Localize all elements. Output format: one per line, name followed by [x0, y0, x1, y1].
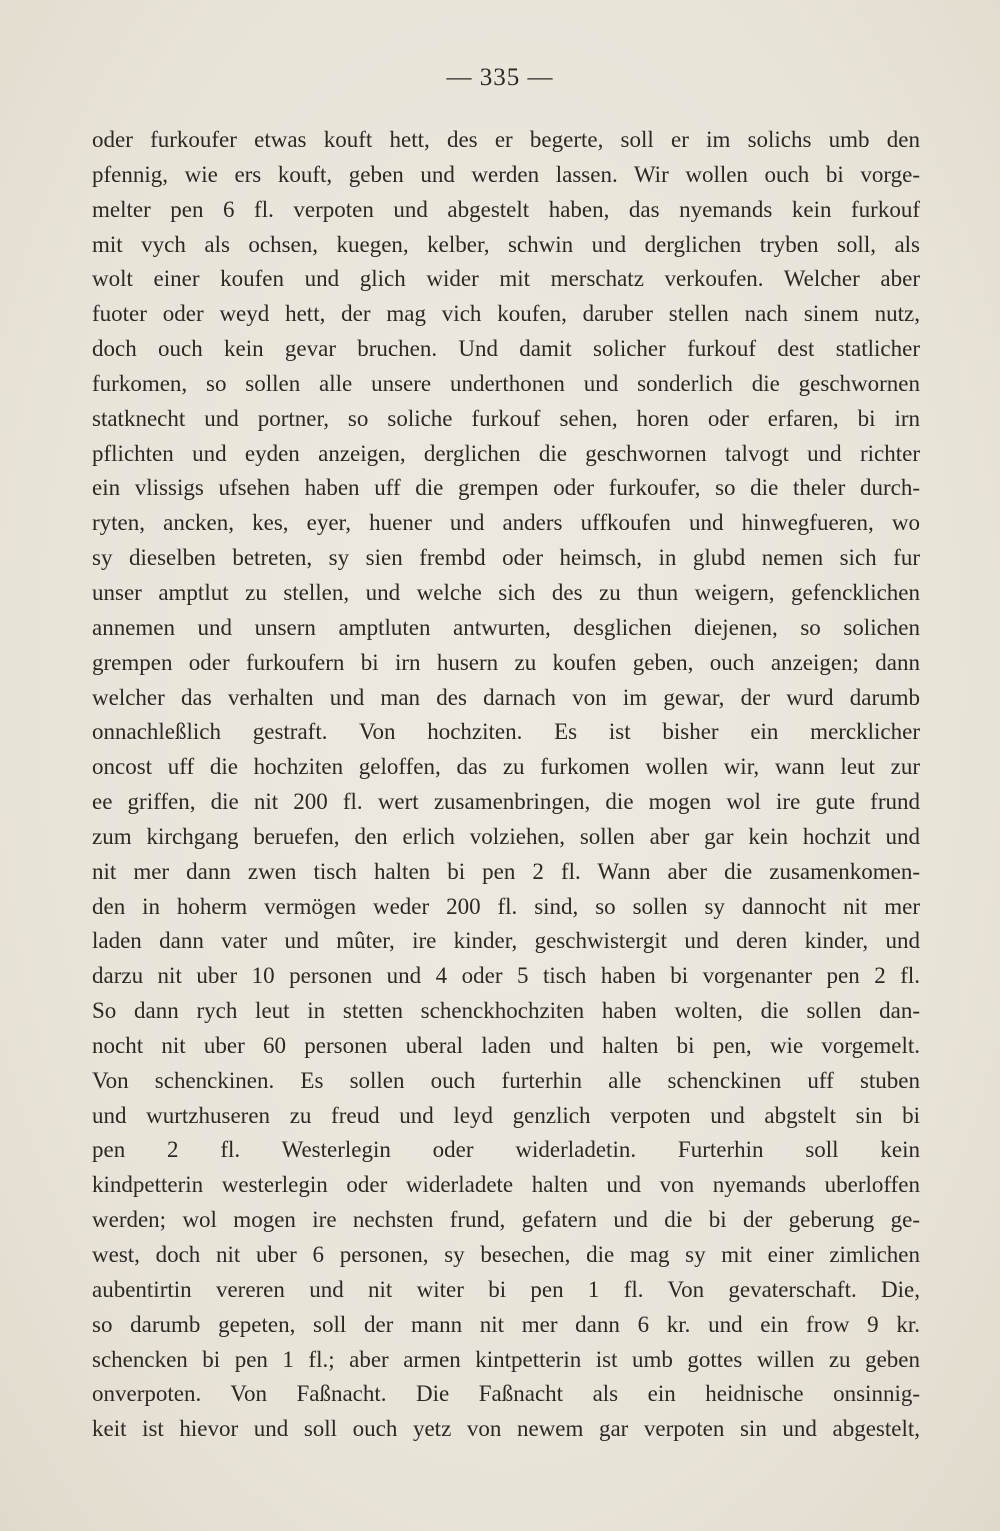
text-line: welcher das verhalten und man des darnach von im gewar, der wurd darumb	[92, 684, 920, 710]
text-line: sy dieselben betreten, sy sien frembd oder heimsch, in glubd nemen sich fur	[92, 545, 920, 571]
text-line: onverpoten. Von Faßnacht. Die Faßnacht als ein heidnische onsinnig-	[92, 1381, 920, 1407]
text-line: so darumb gepeten, soll der mann nit mer dann 6 kr. und ein frow 9 kr.	[92, 1311, 920, 1337]
text-line: und wurtzhuseren zu freud und leyd genzlich verpoten und abgstelt sin bi	[92, 1102, 920, 1128]
text-line: oder furkoufer etwas kouft hett, des er begerte, soll er im solichs umb den	[92, 127, 920, 152]
text-line: mit vych als ochsen, kuegen, kelber, schwin und derglichen tryben soll, als	[92, 231, 920, 257]
text-line: zum kirchgang beruefen, den erlich volziehen, sollen aber gar kein hochzit und	[92, 823, 920, 849]
text-line: melter pen 6 fl. verpoten und abgestelt haben, das nyemands kein furkouf	[92, 196, 920, 222]
text-line: ryten, ancken, kes, eyer, huener und anders uffkoufen und hinwegfueren, wo	[92, 510, 920, 536]
text-line: So dann rych leut in stetten schenckhochziten haben wolten, die sollen dan-	[92, 998, 920, 1024]
text-line: pflichten und eyden anzeigen, derglichen die geschwornen talvogt und richter	[92, 440, 920, 466]
text-line: doch ouch kein gevar bruchen. Und damit solicher furkouf dest statlicher	[92, 336, 920, 362]
text-line: annemen und unsern amptluten antwurten, desglichen diejenen, so solichen	[92, 614, 920, 640]
text-line: fuoter oder weyd hett, der mag vich koufen, daruber stellen nach sinem nutz,	[92, 301, 920, 327]
text-line: schencken bi pen 1 fl.; aber armen kintpetterin ist umb gottes willen zu geben	[92, 1346, 920, 1372]
text-line: aubentirtin vereren und nit witer bi pen 1 fl. Von gevaterschaft. Die,	[92, 1276, 920, 1302]
text-line: grempen oder furkoufern bi irn husern zu koufen geben, ouch anzeigen; dann	[92, 649, 920, 675]
body-text	[92, 123, 920, 1447]
text-line: nit mer dann zwen tisch halten bi pen 2 fl. Wann aber die zusamenkomen-	[92, 858, 920, 884]
text-line: furkomen, so sollen alle unsere underthonen und sonderlich die geschwornen	[92, 370, 920, 396]
text-line: unser amptlut zu stellen, und welche sich des zu thun weigern, gefencklichen	[92, 579, 920, 605]
text-line: kindpetterin westerlegin oder widerladete halten und von nyemands uberloffen	[92, 1172, 920, 1198]
page-number: — 335 —	[446, 64, 554, 91]
text-line: Von schenckinen. Es sollen ouch furterhin alle schenckinen uff stuben	[92, 1067, 920, 1093]
text-line: den in hoherm vermögen weder 200 fl. sind, so sollen sy dannocht nit mer	[92, 893, 920, 919]
text-line: west, doch nit uber 6 personen, sy besechen, die mag sy mit einer zimlichen	[92, 1242, 920, 1267]
text-line: oncost uff die hochziten geloffen, das zu furkomen wollen wir, wann leut zur	[92, 754, 920, 780]
text-line: onnachleßlich gestraft. Von hochziten. Es ist bisher ein mercklicher	[92, 719, 920, 745]
text-line: darzu nit uber 10 personen und 4 oder 5 tisch haben bi vorgenanter pen 2 fl.	[92, 963, 920, 989]
text-line: pfennig, wie ers kouft, geben und werden lassen. Wir wollen ouch bi vorge-	[92, 161, 920, 187]
text-line: wolt einer koufen und glich wider mit merschatz verkoufen. Welcher aber	[92, 266, 920, 292]
text-line: keit ist hievor und soll ouch yetz von newem gar verpoten sin und abgestelt,	[92, 1416, 920, 1442]
text-line: laden dann vater und mûter, ire kinder, geschwistergit und deren kinder, und	[92, 928, 920, 954]
text-line: ee griffen, die nit 200 fl. wert zusamenbringen, die mogen wol ire gute frund	[92, 789, 920, 815]
text-line: pen 2 fl. Westerlegin oder widerladetin. Furterhin soll kein	[92, 1137, 920, 1163]
text-line: werden; wol mogen ire nechsten frund, gefatern und die bi der geberung ge-	[92, 1207, 920, 1233]
text-line: ein vlissigs ufsehen haben uff die grempen oder furkoufer, so die theler durch-	[92, 475, 920, 501]
text-line: statknecht und portner, so soliche furkouf sehen, horen oder erfaren, bi irn	[92, 405, 920, 431]
text-line: nocht nit uber 60 personen uberal laden und halten bi pen, wie vorgemelt.	[92, 1032, 920, 1058]
